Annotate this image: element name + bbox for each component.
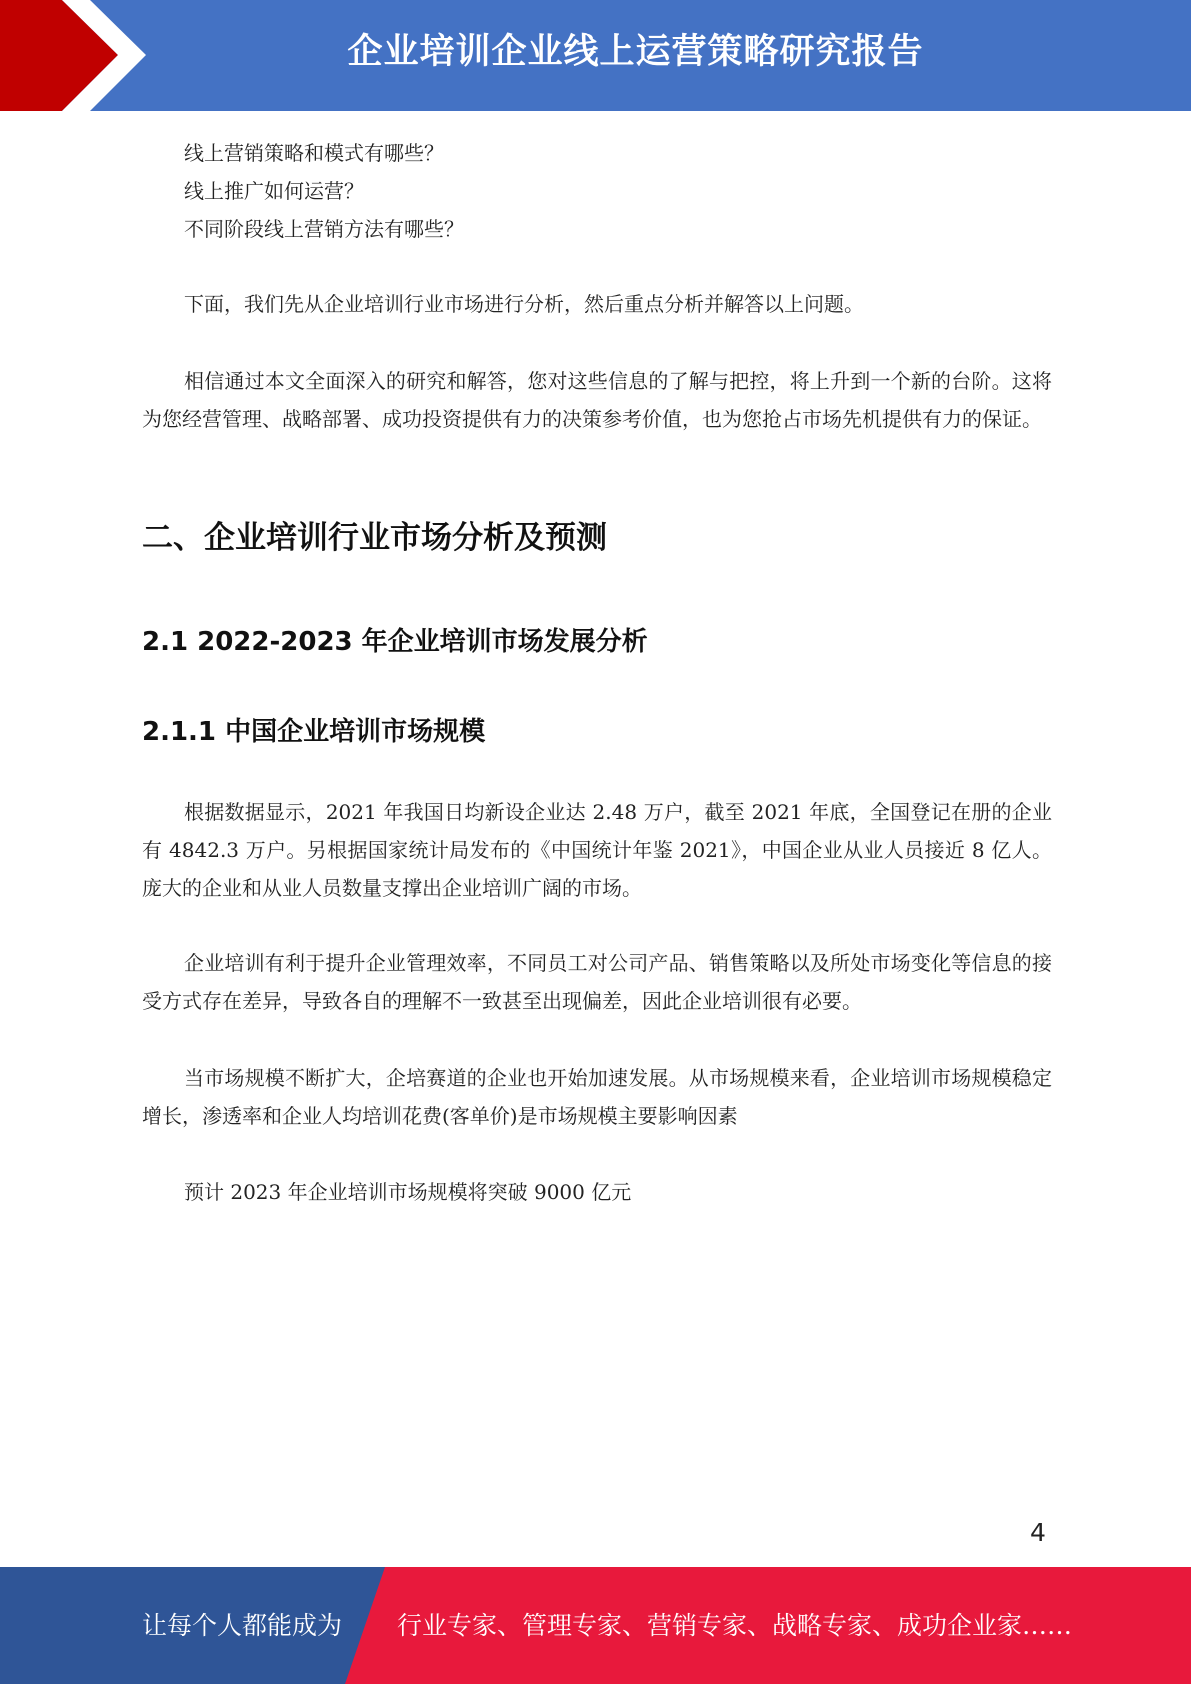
intro-paragraph: 相信通过本文全面深入的研究和解答，您对这些信息的了解与把控，将上升到一个新的台阶。这将为您经营管理、战略部署、成功投资提供有力的决策参考价值，也为您抢占市场先机提供有力的保证。 bbox=[142, 369, 1052, 431]
report-header bbox=[0, 0, 1191, 111]
body-paragraph: 企业培训有利于提升企业管理效率，不同员工对公司产品、销售策略以及所处市场变化等信息的接受方式存在差异，导致各自的理解不一致甚至出现偏差，因此企业培训很有必要。 bbox=[142, 951, 1052, 1013]
question-item: 不同阶段线上营销方法有哪些？ bbox=[184, 217, 464, 241]
body-paragraph: 预计 2023 年企业培训市场规模将突破 9000 亿元 bbox=[184, 1180, 632, 1204]
subsection-heading: 2.1 2022-2023 年企业培训市场发展分析 bbox=[142, 627, 648, 657]
question-item: 线上营销策略和模式有哪些？ bbox=[184, 141, 444, 165]
report-footer bbox=[0, 1567, 1191, 1684]
body-paragraph: 根据数据显示，2021 年我国日均新设企业达 2.48 万户，截至 2021 年底，全国登记在册的企业有 4842.3 万户。另根据国家统计局发布的《中国统计年鉴 2021》，中国企业从业人员接近 8 亿人。庞大的企业和从业人员数量支撑出企业培训广阔的市场。 bbox=[142, 800, 1052, 900]
report-title: 企业培训企业线上运营策略研究报告 bbox=[347, 32, 924, 72]
body-paragraph: 当市场规模不断扩大，企培赛道的企业也开始加速发展。从市场规模来看，企业培训市场规模稳定增长，渗透率和企业人均培训花费(客单价)是市场规模主要影响因素 bbox=[142, 1066, 1052, 1128]
footer-slogan-left: 让每个人都能成为 bbox=[142, 1611, 343, 1640]
section-heading: 二、企业培训行业市场分析及预测 bbox=[142, 520, 607, 556]
page-number: 4 bbox=[1030, 1518, 1046, 1547]
question-item: 线上推广如何运营？ bbox=[184, 179, 364, 203]
subsubsection-heading: 2.1.1 中国企业培训市场规模 bbox=[142, 717, 486, 747]
header-arrow-icon bbox=[0, 0, 160, 111]
footer-slogan-right: 行业专家、管理专家、营销专家、战略专家、成功企业家…… bbox=[397, 1611, 1073, 1640]
intro-paragraph: 下面，我们先从企业培训行业市场进行分析，然后重点分析并解答以上问题。 bbox=[184, 292, 864, 316]
